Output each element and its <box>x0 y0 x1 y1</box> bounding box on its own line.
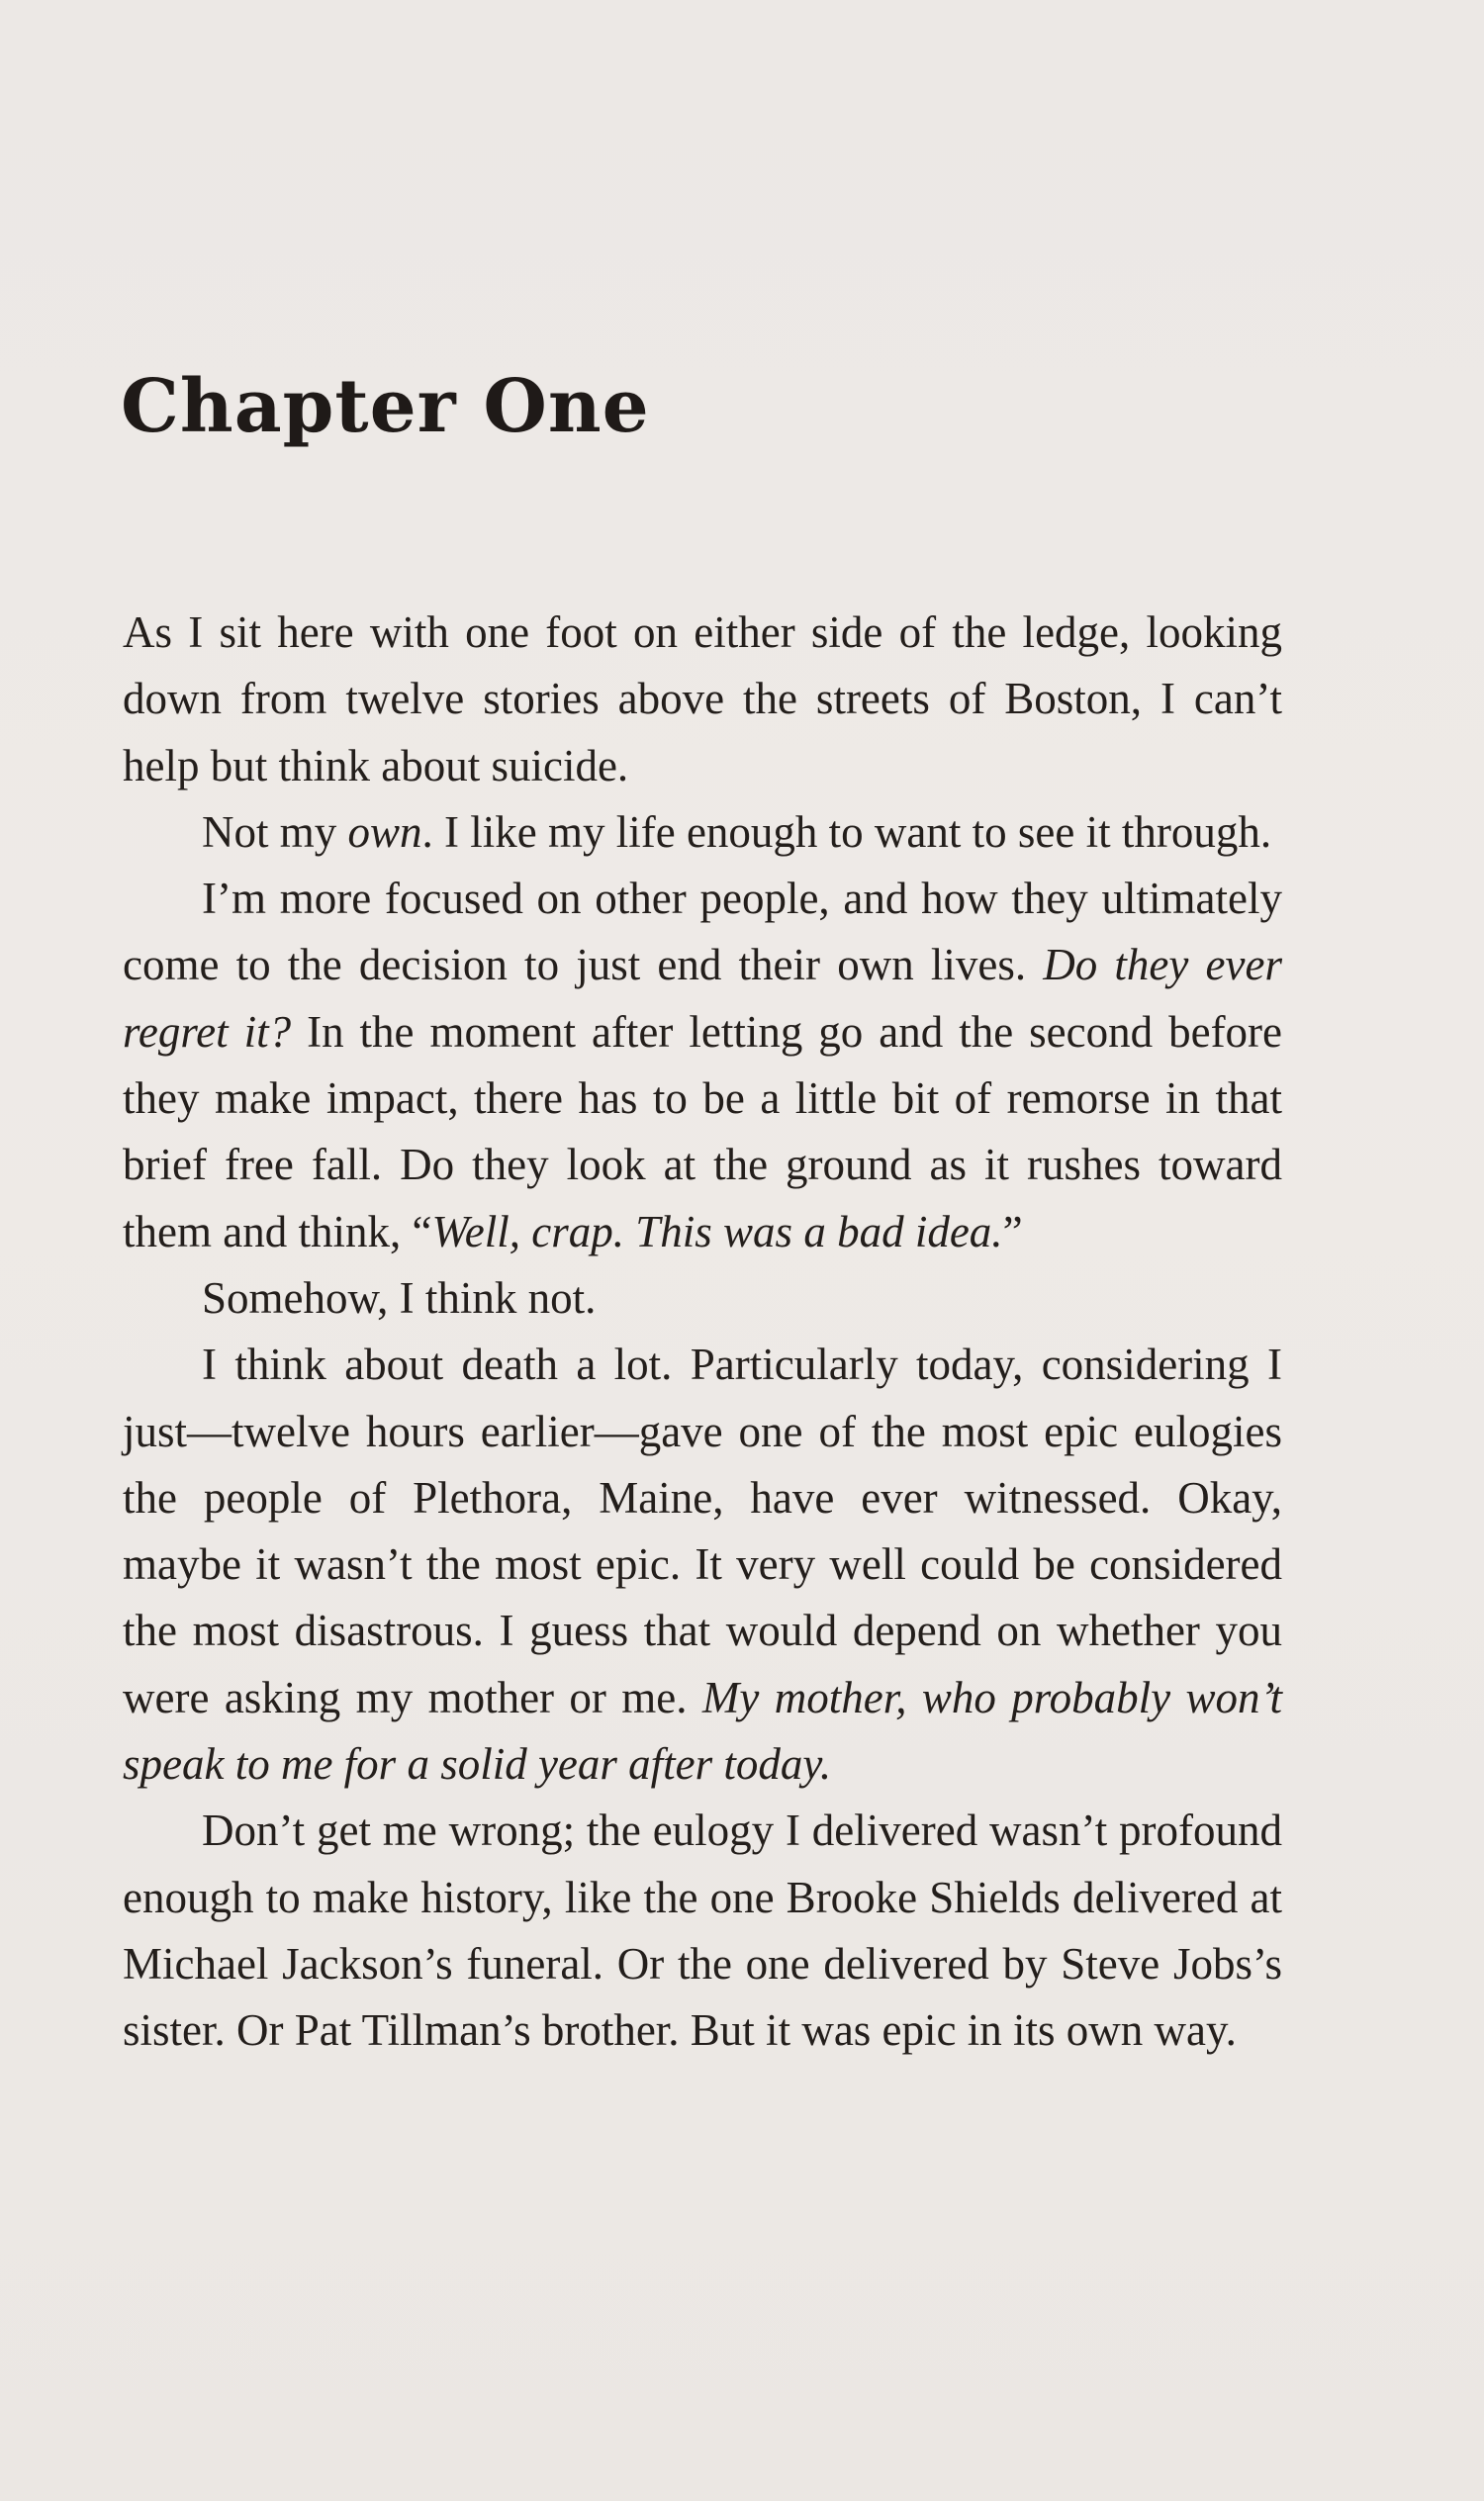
paragraph-text: In the moment after letting go and the second before they make impact, there has to be a little bit of remorse in that brief free fall. Do they look at the ground as it rushes toward them and think, “ <box>123 1006 1283 1256</box>
paragraph-text: As I sit here with one foot on either side of the ledge, looking down from twelve stories above the streets of Boston, I can’t help but think about suicide. <box>123 607 1282 790</box>
paragraph-text: Don’t get me wrong; the eulogy I delivered wasn’t profound enough to make history, like the one Brooke Shields delivered at Michael Jackson’s funeral. Or the one delivered by Steve Jobs’s sister. Or Pat Tillman’s brother. But it was epic in its own way. <box>123 1806 1282 2056</box>
paragraph-text: I’m more focused on other people, and how they ultimately come to the decision to just end their own lives. <box>123 874 1282 990</box>
italic-text: Do they ever regret it? <box>123 940 1282 1057</box>
paragraph-text: ” <box>1002 1206 1023 1256</box>
paragraph-6 <box>123 1798 1282 2064</box>
italic-text: Well, crap. This was a bad idea. <box>431 1206 1003 1256</box>
italic-text: own <box>347 806 422 857</box>
paragraph-4 <box>123 1265 1282 1332</box>
paragraph-3 <box>123 866 1282 1265</box>
paragraph-1 <box>123 600 1282 799</box>
paragraph-text: I think about death a lot. Particularly today, considering I just—twelve hours earlier—gave one of the most epic eulogies the people of Plethora, Maine, have ever witnessed. Okay, maybe it wasn’t the most epic. It very well could be considered the most disastrous. I guess that would depend on whether you were asking my mother or me. <box>123 1340 1282 1722</box>
italic-text: My mother, who probably won’t speak to me for a solid year after today. <box>123 1672 1282 1790</box>
paragraph-text: Somehow, I think not. <box>202 1272 597 1323</box>
chapter-title: Chapter One <box>121 364 650 449</box>
paragraph-text: Not my <box>202 806 348 857</box>
paragraph-5 <box>123 1332 1282 1798</box>
paragraph-text: . I like my life enough to want to see it through. <box>421 806 1272 857</box>
paragraph-2 <box>123 799 1282 866</box>
chapter-body <box>123 600 1282 2065</box>
